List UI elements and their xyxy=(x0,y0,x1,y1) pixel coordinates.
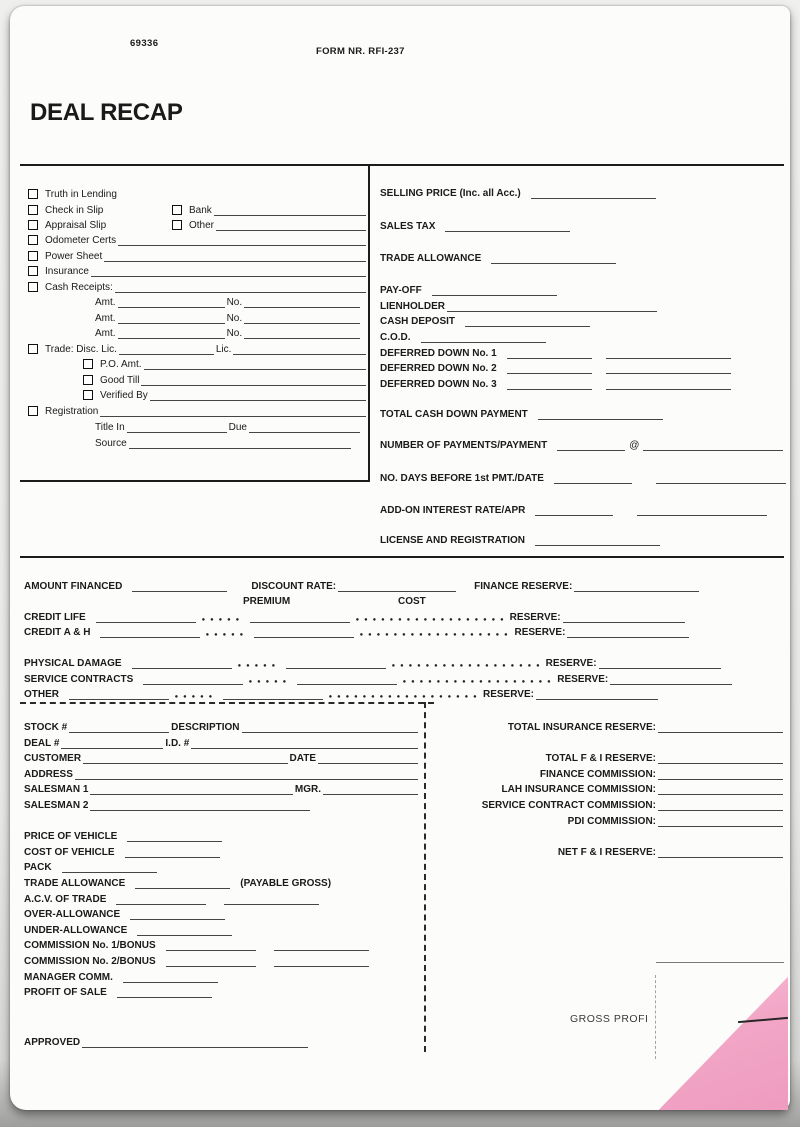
value-line xyxy=(123,972,218,983)
field-label: TRADE ALLOWANCE xyxy=(380,253,482,264)
value-line xyxy=(96,612,196,623)
value-line xyxy=(127,831,222,842)
value-line xyxy=(606,348,731,359)
field-label: DEAL # xyxy=(24,738,60,749)
vehicle-row-profit-of-sale xyxy=(24,985,305,998)
value-line xyxy=(100,406,366,417)
value-line xyxy=(610,674,732,685)
value-line xyxy=(117,987,212,998)
value-line xyxy=(125,847,220,858)
field-label: DEFERRED DOWN No. 2 xyxy=(380,363,497,374)
value-line xyxy=(658,784,783,795)
pricing-row-total-cash-down xyxy=(380,407,785,420)
amt-label: Amt. xyxy=(95,313,116,324)
checklist-label: Check in Slip xyxy=(45,205,104,216)
value-line xyxy=(637,505,767,516)
value-line xyxy=(249,422,360,433)
value-line xyxy=(75,769,418,780)
value-line xyxy=(297,674,397,685)
field-label: APPROVED xyxy=(24,1037,81,1048)
gross-profit-dashed-border xyxy=(655,975,656,1059)
checklist-row xyxy=(83,388,368,401)
no-label: No. xyxy=(226,297,243,308)
value-line xyxy=(90,784,292,795)
reserve-label: RESERVE: xyxy=(514,627,566,638)
pricing-row-deferred-1 xyxy=(380,346,785,359)
column-header: PREMIUM xyxy=(243,596,291,607)
value-line xyxy=(91,266,366,277)
value-line xyxy=(465,316,590,327)
value-line xyxy=(242,722,418,733)
checklist-row xyxy=(28,342,368,355)
checkbox xyxy=(28,282,38,292)
checkbox xyxy=(28,189,38,199)
reserve-row-finance-commission xyxy=(440,767,785,780)
dot-leaders xyxy=(175,695,217,698)
value-line xyxy=(244,297,360,308)
finance-row-amount-financed xyxy=(24,579,785,592)
checklist-label: Bank xyxy=(189,205,212,216)
value-line xyxy=(254,627,354,638)
value-line xyxy=(135,878,230,889)
value-line xyxy=(127,422,227,433)
value-line xyxy=(599,658,721,669)
value-line xyxy=(658,722,783,733)
field-label: COMMISSION No. 2/BONUS xyxy=(24,956,156,967)
no-label: No. xyxy=(226,313,243,324)
dot-leaders xyxy=(392,664,542,667)
vehicle-row-cost xyxy=(24,845,305,858)
field-label: C.O.D. xyxy=(380,332,411,343)
checklist-label: Odometer Certs xyxy=(45,235,117,246)
value-line xyxy=(191,738,418,749)
value-line xyxy=(62,862,157,873)
value-line xyxy=(274,940,369,951)
reserve-label: RESERVE: xyxy=(483,689,534,700)
gross-profit-value-line xyxy=(656,962,784,963)
finance-row-physical-damage xyxy=(24,656,785,669)
field-label: STOCK # xyxy=(24,722,68,733)
vehicle-row-commission-2 xyxy=(24,954,416,967)
mid-divider xyxy=(20,556,784,558)
value-line xyxy=(531,188,656,199)
checklist-row xyxy=(95,326,368,339)
field-label: TOTAL CASH DOWN PAYMENT xyxy=(380,409,528,420)
value-line xyxy=(535,505,613,516)
value-line xyxy=(447,301,657,312)
checkbox xyxy=(172,220,182,230)
value-line xyxy=(574,581,699,592)
field-label: TOTAL F & I RESERVE: xyxy=(545,753,656,764)
pricing-row-number-of-payments xyxy=(380,438,785,451)
no-label: No. xyxy=(226,328,243,339)
value-line xyxy=(491,253,616,264)
checkbox xyxy=(28,266,38,276)
field-label: TOTAL INSURANCE RESERVE: xyxy=(507,722,656,733)
dot-leaders xyxy=(206,633,248,636)
reserve-row-total-insurance xyxy=(440,720,785,733)
reserve-row-pdi xyxy=(440,814,785,827)
checklist-row xyxy=(28,218,168,231)
value-line xyxy=(214,205,366,216)
value-line xyxy=(432,285,557,296)
field-label: MGR. xyxy=(294,784,321,795)
checklist-row xyxy=(95,295,368,308)
finance-row-credit-a-h xyxy=(24,625,785,638)
form-number: FORM NR. RFI-237 xyxy=(316,46,405,57)
payable-gross-label: (PAYABLE GROSS) xyxy=(240,878,332,889)
value-line xyxy=(166,940,256,951)
field-label: DEFERRED DOWN No. 1 xyxy=(380,348,497,359)
value-line xyxy=(606,363,731,374)
field-label: NET F & I RESERVE: xyxy=(557,847,656,858)
pricing-row-pay-off xyxy=(380,283,785,296)
value-line xyxy=(141,375,366,386)
field-label: NO. DAYS BEFORE 1st PMT./DATE xyxy=(380,473,544,484)
vehicle-row-over-allowance xyxy=(24,907,305,920)
deal-row-address xyxy=(24,767,420,780)
field-label: UNDER-ALLOWANCE xyxy=(24,925,128,936)
checklist-row xyxy=(28,233,368,246)
pricing-row-cash-deposit xyxy=(380,314,785,327)
pricing-row-license-registration xyxy=(380,533,785,546)
value-line xyxy=(656,473,786,484)
dot-leaders xyxy=(249,680,291,683)
checkbox xyxy=(83,390,93,400)
checklist-label: Insurance xyxy=(45,266,89,277)
field-label: CUSTOMER xyxy=(24,753,82,764)
finance-row-other xyxy=(24,687,785,700)
value-line xyxy=(69,689,169,700)
dot-leaders xyxy=(356,618,506,621)
value-line xyxy=(658,816,783,827)
checklist-row xyxy=(28,249,368,262)
field-label: A.C.V. OF TRADE xyxy=(24,894,107,905)
value-line xyxy=(137,925,232,936)
value-line xyxy=(507,348,592,359)
value-line xyxy=(223,689,323,700)
checkbox xyxy=(28,344,38,354)
pricing-row-cod xyxy=(380,330,785,343)
field-label: AMOUNT FINANCED xyxy=(24,581,123,592)
dot-leaders xyxy=(360,633,510,636)
value-line xyxy=(643,440,783,451)
value-line xyxy=(115,282,366,293)
serial-number: 69336 xyxy=(130,38,159,49)
reserve-label: RESERVE: xyxy=(509,612,561,623)
pricing-row-selling-price xyxy=(380,186,785,199)
field-label: LIENHOLDER xyxy=(380,301,445,312)
checkbox xyxy=(28,220,38,230)
checkbox xyxy=(28,205,38,215)
value-line xyxy=(445,221,570,232)
dashed-divider-horizontal xyxy=(20,702,434,704)
checklist-row xyxy=(83,357,368,370)
lic-label: Lic. xyxy=(215,344,232,355)
checklist-label: Good Till xyxy=(100,375,140,386)
value-line xyxy=(119,344,214,355)
finance-row-credit-life xyxy=(24,610,785,623)
value-line xyxy=(274,956,369,967)
field-label: SALESMAN 2 xyxy=(24,800,89,811)
value-line xyxy=(318,753,418,764)
reserve-row-total-fi xyxy=(440,751,785,764)
pricing-row-lienholder xyxy=(380,299,785,312)
top-divider xyxy=(20,164,784,166)
dot-leaders xyxy=(238,664,280,667)
value-line xyxy=(166,956,256,967)
value-line xyxy=(90,800,310,811)
page-title: DEAL RECAP xyxy=(30,99,183,126)
field-label: SERVICE CONTRACT COMMISSION: xyxy=(481,800,656,811)
checkbox xyxy=(28,251,38,261)
field-label: CREDIT A & H xyxy=(24,627,91,638)
checklist-label: Trade: Disc. Lic. xyxy=(45,344,117,355)
value-line xyxy=(554,473,632,484)
field-label: LAH INSURANCE COMMISSION: xyxy=(501,784,656,795)
checklist-box-right-border xyxy=(368,164,370,482)
value-line xyxy=(132,581,227,592)
value-line xyxy=(323,784,418,795)
checklist-row xyxy=(28,203,168,216)
pricing-row-sales-tax xyxy=(380,219,785,232)
checklist-row xyxy=(28,264,368,277)
pricing-row-deferred-2 xyxy=(380,361,785,374)
vehicle-row-under-allowance xyxy=(24,923,305,936)
checklist-label: Power Sheet xyxy=(45,251,103,262)
checklist-label: Registration xyxy=(45,406,99,417)
deal-row-stock xyxy=(24,720,420,733)
reserve-row-net-fi xyxy=(440,845,785,858)
checklist-label: Cash Receipts: xyxy=(45,282,113,293)
value-line xyxy=(557,440,625,451)
source-label: Source xyxy=(95,438,127,449)
checklist-label: Verified By xyxy=(100,390,148,401)
checkbox xyxy=(83,359,93,369)
at-sign: @ xyxy=(629,440,640,451)
checklist-row xyxy=(95,311,368,324)
value-line xyxy=(567,627,689,638)
field-label: FINANCE COMMISSION: xyxy=(539,769,656,780)
field-label: DATE xyxy=(289,753,316,764)
pricing-row-deferred-3 xyxy=(380,377,785,390)
value-line xyxy=(250,612,350,623)
field-label: LICENSE AND REGISTRATION xyxy=(380,535,526,546)
field-label: PDI COMMISSION: xyxy=(567,816,656,827)
gross-profit-label: GROSS PROFI xyxy=(570,1013,649,1025)
premium-header xyxy=(243,594,290,607)
field-label: SALES TAX xyxy=(380,221,436,232)
value-line xyxy=(129,438,351,449)
vehicle-row-pack xyxy=(24,860,305,873)
dot-leaders xyxy=(202,618,244,621)
checklist-row xyxy=(172,218,368,231)
value-line xyxy=(100,627,200,638)
vehicle-row-price xyxy=(24,829,305,842)
value-line xyxy=(563,612,685,623)
dot-leaders xyxy=(403,680,553,683)
pricing-row-days-before-first xyxy=(380,471,785,484)
value-line xyxy=(118,297,225,308)
field-label: DEFERRED DOWN No. 3 xyxy=(380,379,497,390)
approved-row xyxy=(24,1035,310,1048)
checklist-row xyxy=(28,404,368,417)
value-line xyxy=(338,581,456,592)
value-line xyxy=(535,535,660,546)
value-line xyxy=(61,738,163,749)
finance-row-service-contracts xyxy=(24,672,785,685)
field-label: COST OF VEHICLE xyxy=(24,847,115,858)
reserve-label: RESERVE: xyxy=(545,658,597,669)
field-label: NUMBER OF PAYMENTS/PAYMENT xyxy=(380,440,548,451)
field-label: OVER-ALLOWANCE xyxy=(24,909,121,920)
field-label: ADDRESS xyxy=(24,769,73,780)
value-line xyxy=(216,220,366,231)
value-line xyxy=(143,674,243,685)
value-line xyxy=(69,722,169,733)
value-line xyxy=(507,363,592,374)
deal-row-salesman1 xyxy=(24,782,420,795)
field-label: DESCRIPTION xyxy=(171,722,240,733)
pricing-row-trade-allowance xyxy=(380,251,785,264)
value-line xyxy=(224,894,319,905)
value-line xyxy=(658,753,783,764)
value-line xyxy=(658,847,783,858)
field-label: COMMISSION No. 1/BONUS xyxy=(24,940,156,951)
field-label: CREDIT LIFE xyxy=(24,612,86,623)
title-in-label: Title In xyxy=(95,422,125,433)
value-line xyxy=(116,894,206,905)
field-label: ADD-ON INTEREST RATE/APR xyxy=(380,505,526,516)
value-line xyxy=(144,359,367,370)
value-line xyxy=(658,769,783,780)
amt-label: Amt. xyxy=(95,297,116,308)
field-label: CASH DEPOSIT xyxy=(380,316,456,327)
value-line xyxy=(536,689,658,700)
checklist-row xyxy=(95,420,368,433)
checklist-row xyxy=(95,436,353,449)
value-line xyxy=(538,409,663,420)
vehicle-row-commission-1 xyxy=(24,938,416,951)
checklist-label: Appraisal Slip xyxy=(45,220,107,231)
checklist-row xyxy=(83,373,368,386)
deal-row-deal-number xyxy=(24,736,420,749)
value-line xyxy=(150,390,366,401)
value-line xyxy=(233,344,366,355)
checkbox xyxy=(172,205,182,215)
finance-reserve-label: FINANCE RESERVE: xyxy=(474,581,573,592)
amt-label: Amt. xyxy=(95,328,116,339)
value-line xyxy=(507,379,592,390)
field-label: SALESMAN 1 xyxy=(24,784,89,795)
value-line xyxy=(658,800,783,811)
vehicle-row-acv xyxy=(24,892,416,905)
value-line xyxy=(286,658,386,669)
value-line xyxy=(82,1037,308,1048)
checklist-label: Truth in Lending xyxy=(45,189,117,200)
vehicle-row-manager-comm xyxy=(24,970,305,983)
value-line xyxy=(132,658,232,669)
checklist-label: Other xyxy=(189,220,215,231)
field-label: PAY-OFF xyxy=(380,285,422,296)
reserve-row-lah-insurance xyxy=(440,782,785,795)
checkbox xyxy=(83,375,93,385)
value-line xyxy=(83,753,287,764)
value-line xyxy=(606,379,731,390)
due-label: Due xyxy=(228,422,247,433)
value-line xyxy=(244,328,360,339)
value-line xyxy=(118,313,225,324)
cost-header xyxy=(398,594,426,607)
value-line xyxy=(104,251,366,262)
discount-rate-label: DISCOUNT RATE: xyxy=(251,581,337,592)
checkbox xyxy=(28,406,38,416)
column-header: COST xyxy=(398,596,426,607)
pricing-row-add-on-interest xyxy=(380,503,785,516)
field-label: SERVICE CONTRACTS xyxy=(24,674,134,685)
field-label: PHYSICAL DAMAGE xyxy=(24,658,122,669)
dot-leaders xyxy=(329,695,479,698)
value-line xyxy=(118,235,366,246)
field-label: PROFIT OF SALE xyxy=(24,987,107,998)
dashed-divider-vertical xyxy=(424,702,426,1052)
field-label: TRADE ALLOWANCE xyxy=(24,878,126,889)
deal-row-salesman2 xyxy=(24,798,420,811)
field-label: OTHER xyxy=(24,689,59,700)
field-label: I.D. # xyxy=(165,738,190,749)
value-line xyxy=(244,313,360,324)
checkbox xyxy=(28,235,38,245)
checklist-box-bottom-border xyxy=(20,480,370,482)
field-label: PACK xyxy=(24,862,52,873)
checklist-row xyxy=(28,280,368,293)
checklist-label: P.O. Amt. xyxy=(100,359,142,370)
checklist-row xyxy=(172,203,368,216)
value-line xyxy=(130,909,225,920)
value-line xyxy=(118,328,225,339)
value-line xyxy=(421,332,546,343)
field-label: MANAGER COMM. xyxy=(24,972,113,983)
field-label: SELLING PRICE (Inc. all Acc.) xyxy=(380,188,521,199)
field-label: PRICE OF VEHICLE xyxy=(24,831,118,842)
checklist-row xyxy=(28,187,368,200)
reserve-row-service-contract xyxy=(440,798,785,811)
reserve-label: RESERVE: xyxy=(557,674,609,685)
deal-row-customer xyxy=(24,751,420,764)
vehicle-row-trade-allowance xyxy=(24,876,420,889)
